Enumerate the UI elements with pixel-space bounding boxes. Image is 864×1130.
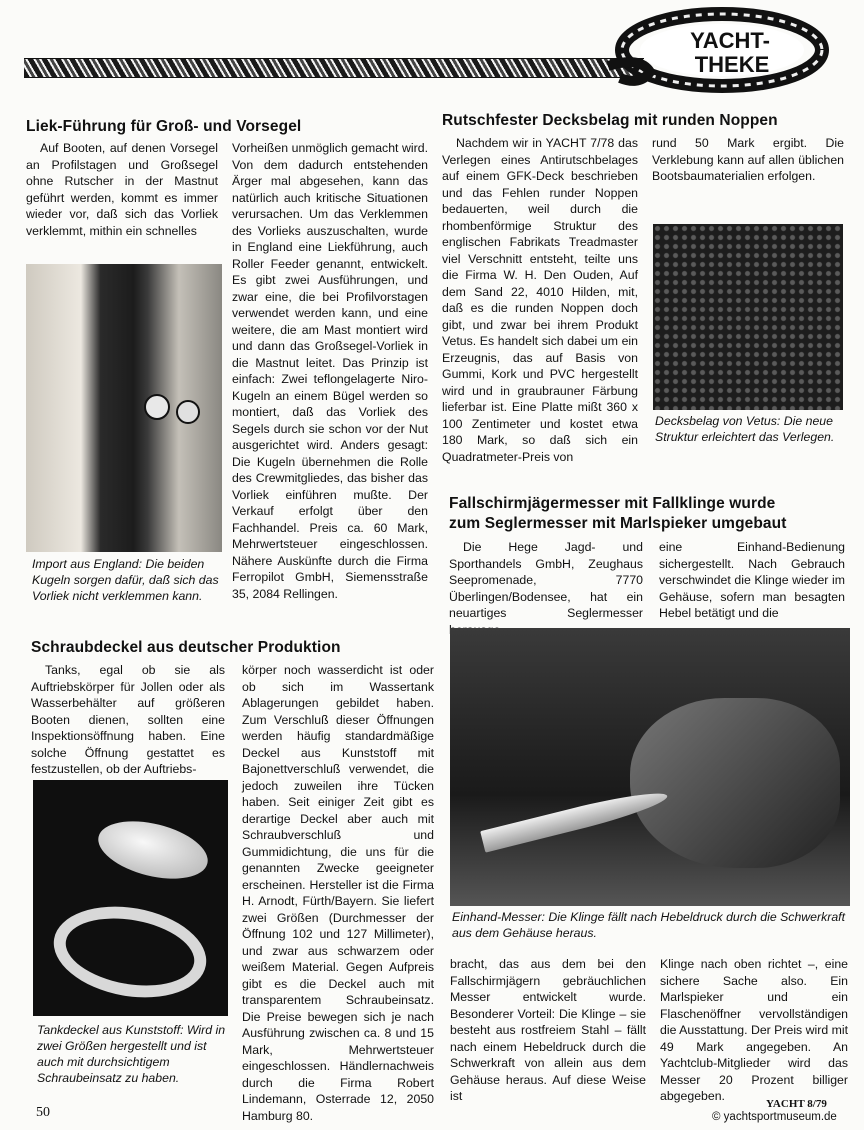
knife-photo [450, 628, 850, 906]
roller-feeder-photo [26, 264, 222, 552]
article2-caption: Decksbelag von Vetus: Die neue Struktur erleichtert das Verlegen. [655, 414, 835, 444]
deckel-ring [47, 895, 214, 1008]
roller-ball-right [176, 400, 200, 424]
article4-col1: Tanks, egal ob sie als Auftriebskörper für Jollen oder als Wasserbehälter auf größeren Booten dienen, sollten eine Inspektionsöffnung haben. Eine solche Öffnung gestattet es festzustellen, ob der Auftriebs- [31, 663, 225, 776]
article1-caption: Import aus England: Die beiden Kugeln sorgen dafür, daß sich das Vorliek nicht verklemmen kann. [32, 557, 219, 603]
article2-col1: Nachdem wir in YACHT 7/78 das Verlegen eines Antirutschbelages auf einem GFK-Deck beschrieben und das Fehlen runder Noppen bedauerten, weil durch die rhombenförmige Struktur des englischen Fabrikats Treadmaster viel Verschnitt entsteht, teilte uns die Firma W. H. Den Ouden, Auf dem Sand 22, 4010 Hilden, mit, daß es die runden Noppen doch gibt, und zwar bei ihrem Produkt Vetus. Es handelt sich dabei um ein Erzeugnis, das auf Basis von Gummi, Kork und PVC hergestellt wird und in graubrauner Färbung lieferbar ist. Eine Platte mißt 360 x 100 Zentimeter und kostet etwa 180 Mark, so daß sich ein Quadratmeter-Preis von [442, 136, 638, 464]
article1-title: Liek-Führung für Groß- und Vorsegel [26, 118, 302, 135]
article3-col1: Die Hege Jagd- und Sporthandels GmbH, Zeughaus Seepromenade, 7770 Überlingen/Bodensee, hat ein neuartiges Seglermesser [449, 540, 643, 620]
article3-col2: eine Einhand-Bedienung sichergestellt. Nach Gebrauch verschwindet die Klinge wieder im Gehäuse, sofern man besagten Hebel betätigt und die [659, 540, 845, 620]
article4-title: Schraubdeckel aus deutscher Produktion [31, 639, 341, 656]
logo-line1: YACHT- [690, 28, 770, 53]
article2-title: Rutschfester Decksbelag mit runden Noppen [442, 112, 778, 129]
decksbelag-photo [653, 224, 843, 410]
issue-label: YACHT 8/79 [766, 1098, 827, 1110]
article3-col3: bracht, das aus dem bei den Fallschirmjägern gebräuchlichen Messer entwickelt wurde. Besonderer Vorteil: Die Klinge – sie besteht aus rostfreiem Stahl – fällt nach einem Hebeldruck durch die Schwerkraft von allein aus dem Gehäuse heraus. Auf diese Weise ist [450, 957, 646, 1103]
article3-title-line1: Fallschirmjägermesser mit Fallklinge wurde [449, 495, 776, 512]
article4-col2: körper noch wasserdicht ist oder ob sich im Wassertank Ablagerungen gebildet haben. Zum Verschluß dieser Öffnungen werden häufig standardmäßige Deckel aus Kunststoff mit Bajonettverschluß verwendet, die jedoch zuweilen ihre Tücken haben. Seit einiger Zeit gibt es derartige Deckel aber auch mit Schraubverschluß und Gummidichtung, die uns für die genannten Zwecke geeigneter erscheinen. Hersteller ist die Firma H. Arnodt, Fürth/Bayern. Sie liefert zwei Größen (Durchmesser der Öffnung 102 und 127 Millimeter), und zwar aus schwarzem oder weißem Material. Gegen Aufpreis gibt es die Deckel auch mit transparentem Schraubeinsatz. Die Preise bewegen sich je nach Ausführung zwischen ca. 8 und 15 Mark, Mehrwertsteuer eingeschlossen. Händlernachweis durch die Firma Robert Lindemann, Osterrade 12, 2050 Hamburg 80. [242, 663, 434, 1123]
article1-col2: Vorheißen unmöglich gemacht wird. Von dem dadurch entstehenden Ärger mal abgesehen, kann das natürlich auch kritische Situationen verursachen. Um das Verklemmen des Vorlieks auszuschalten, wurde in England eine Liekführung, auch Roller Feeder genannt, entwickelt. Es gibt zwei Ausführungen, und zwar eine, die bei Profilvorstagen verwendet werden kann, und eine weitere, die am Mast montiert wird und dann das Großsegel-Vorliek in die Mastnut leitet. Das Prinzip ist einfach: Zwei teflongelagerte Niro-Kugeln an einem Bügel werden so montiert, daß das Vorliek des Segels durch sie schon vor der Nut ausgerichtet wird. Anders gesagt: Die Kugeln übernehmen die Rolle des Crewmitgliedes, das bisher das Vorliek einführen mußte. Der Verkauf erfolgt über den Fachhandel. Preis ca. 60 Mark, Mehrwertsteuer eingeschlossen. Nähere Auskünfte durch die Firma Ferropilot GmbH, Siemensstraße 35, 2084 Rellingen. [232, 141, 428, 601]
page-number: 50 [36, 1105, 50, 1120]
deckel-lid [92, 811, 213, 889]
logo-line2: THEKE [694, 52, 770, 77]
tankdeckel-photo [33, 780, 228, 1016]
article2-col2: rund 50 Mark ergibt. Die Verklebung kann auf allen üblichen Bootsbaumaterialien erfolgen. [652, 136, 844, 183]
article3-caption: Einhand-Messer: Die Klinge fällt nach Hebeldruck durch die Schwerkraft aus dem Gehäuse heraus. [452, 910, 846, 940]
article1-col1: Auf Booten, auf denen Vorsegel an Profilstagen und Großsegel ohne Rutscher in der Mastnut geführt werden, kommt es immer wieder vor, daß sich das Vorliek verklemmt, mithin ein schnelles [26, 141, 218, 238]
article3-col4: Klinge nach oben richtet –, eine sichere Sache also. Ein Marlspieker und ein Flaschenöffner vervollständigen die Ausstattung. Der Preis wird mit 49 Mark angegeben. An Yachtclub-Mitglieder wird das Messer 20 Prozent billiger abgegeben. [660, 957, 848, 1103]
rope-banner [24, 58, 644, 78]
watermark: © yachtsportmuseum.de [712, 1111, 837, 1123]
yacht-theke-logo [600, 6, 840, 96]
hand-shape [630, 698, 840, 868]
article4-caption: Tankdeckel aus Kunststoff: Wird in zwei Größen hergestellt und ist auch mit durchsichtigem Schraubeinsatz zu haben. [37, 1023, 226, 1085]
roller-ball-left [144, 394, 170, 420]
article3-title-line2: zum Seglermesser mit Marlspieker umgebaut [449, 515, 787, 532]
